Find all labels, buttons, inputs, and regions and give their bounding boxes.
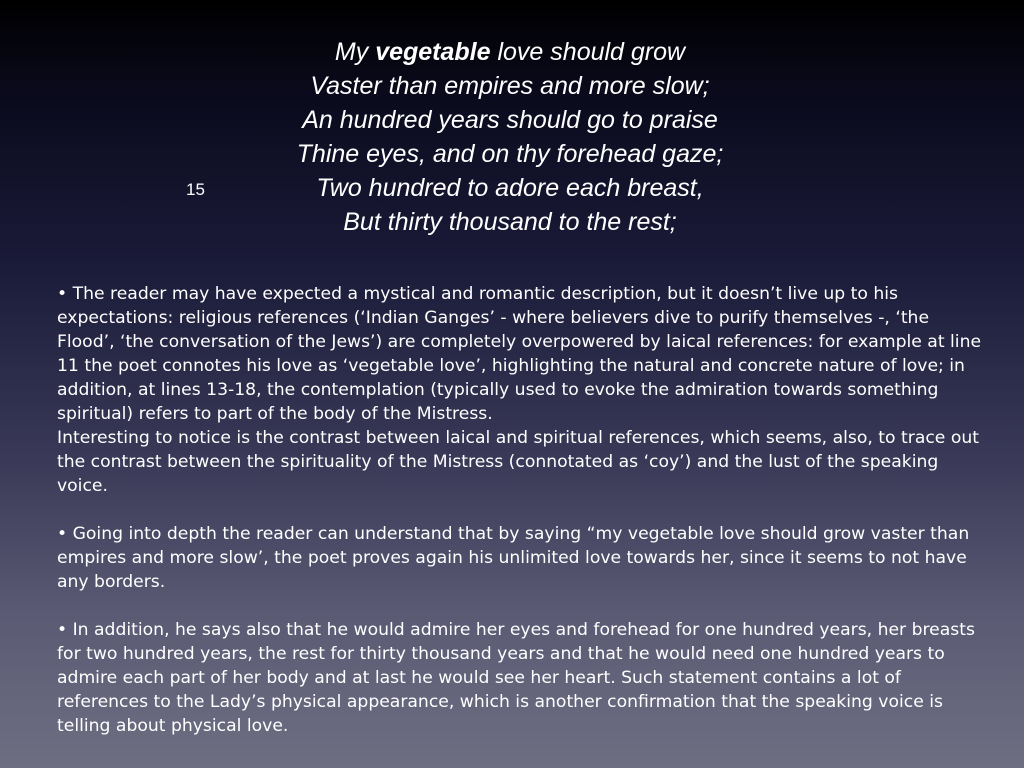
commentary-paragraph: • Going into depth the reader can understand that by saying “my vegetable love should grow vaster than empires and more slow’, the poet proves again his unlimited love towards her, since it seems to not have any borders. xyxy=(57,524,970,592)
poem-line: Two hundred to adore each breast, xyxy=(316,174,704,202)
commentary-paragraph: • In addition, he says also that he would admire her eyes and forehead for one hundred years, her breasts for two hundred years, the rest for thirty thousand years and that he would need one hundred years to admire each part of her body and at last he would see her heart. Such statement contains a lot of references to the Lady’s physical appearance, which is another confirmation that the speaking voice is telling about physical love. xyxy=(57,620,975,736)
poem-line: But thirty thousand to the rest; xyxy=(343,208,677,236)
line-number: 15 xyxy=(186,180,205,199)
poem-emphasis: vegetable xyxy=(375,38,491,66)
poem-line-text: love should grow xyxy=(490,38,686,66)
poem-excerpt xyxy=(230,35,790,239)
poem-line xyxy=(230,35,790,69)
commentary-paragraph: • The reader may have expected a mystical and romantic description, but it doesn’t live up to his expectations: religious references (‘Indian Ganges’ - where believers dive to purify themselves -, ‘the Flood’, ‘the conversation of the Jews’) are completely overpowered by laical references: for example at line 11 the poet connotes his love as ‘vegetable love’, highlighting the natural and concrete nature of love; in addition, at lines 13-18, the contemplation (typically used to evoke the admiration towards something spiritual) refers to part of the body of the Mistress. Interesting to notice is the contrast between laical and spiritual references, which seems, also, to trace out the contrast between the spirituality of the Mistress (connotated as ‘coy’) and the lust of the speaking voice. xyxy=(57,284,982,496)
poem-line: An hundred years should go to praise xyxy=(302,106,718,134)
poem-line-text: My xyxy=(334,38,376,66)
poem-line: Thine eyes, and on thy forehead gaze; xyxy=(296,140,724,168)
poem-line: Vaster than empires and more slow; xyxy=(310,72,710,100)
commentary xyxy=(57,282,987,738)
